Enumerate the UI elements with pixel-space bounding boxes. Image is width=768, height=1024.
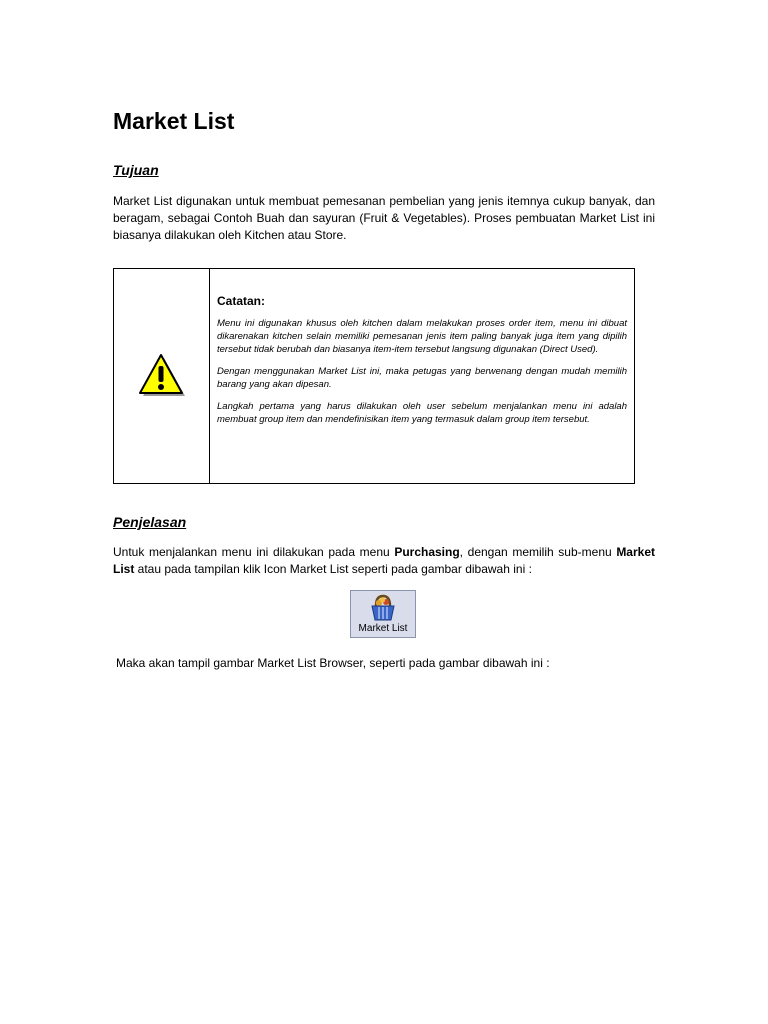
penjelasan-paragraph <box>113 544 655 578</box>
note-paragraph-2: Dengan menggunakan Market List ini, maka petugas yang berwenang dengan mudah memilih barang yang akan dipesan. <box>217 366 627 390</box>
note-heading: Catatan: <box>217 294 266 308</box>
market-list-toolbar-button[interactable] <box>350 590 416 638</box>
tujuan-heading: Tujuan <box>113 162 159 178</box>
penjelasan-text-1: Untuk menjalankan menu ini dilakukan pada menu <box>113 545 395 559</box>
note-text-cell <box>210 269 634 483</box>
menu-name: Purchasing <box>394 545 460 559</box>
note-paragraph-3: Langkah pertama yang harus dilakukan oleh user sebelum menjalankan menu ini adalah membuat group item dan mendefinisikan item yang termasuk dalam group item tersebut. <box>217 401 627 425</box>
penjelasan-text-3: atau pada tampilan klik Icon Market List seperti pada gambar dibawah ini : <box>134 562 532 576</box>
penjelasan-text-2: , dengan memilih sub-menu <box>459 545 617 559</box>
submenu-name: Market List <box>113 545 655 576</box>
note-box <box>113 268 635 484</box>
page-title: Market List <box>113 108 235 134</box>
market-list-button-label: Market List <box>358 623 408 634</box>
tujuan-paragraph: Market List digunakan untuk membuat pemesanan pembelian yang jenis itemnya cukup banyak, dan beragam, sebagai Contoh Buah dan sayuran (Fruit & Vegetables). Proses pembuatan Market List ini biasanya dilakukan oleh Kitchen atau Store. <box>113 194 655 242</box>
market-basket-icon <box>368 594 398 622</box>
note-paragraph-1: Menu ini digunakan khusus oleh kitchen dalam melakukan proses order item, menu ini dibuat dikarenakan kitchen selain memiliki pemesanan jenis item paling banyak juga item yang dipilih tersebut tidak berubah dan biasanya item-item tersebut langsung digunakan (Direct Used). <box>217 318 627 355</box>
penjelasan-heading: Penjelasan <box>113 514 187 530</box>
note-icon-cell <box>114 269 210 483</box>
closing-paragraph: Maka akan tampil gambar Market List Browser, seperti pada gambar dibawah ini : <box>116 656 550 670</box>
warning-icon <box>137 353 187 399</box>
